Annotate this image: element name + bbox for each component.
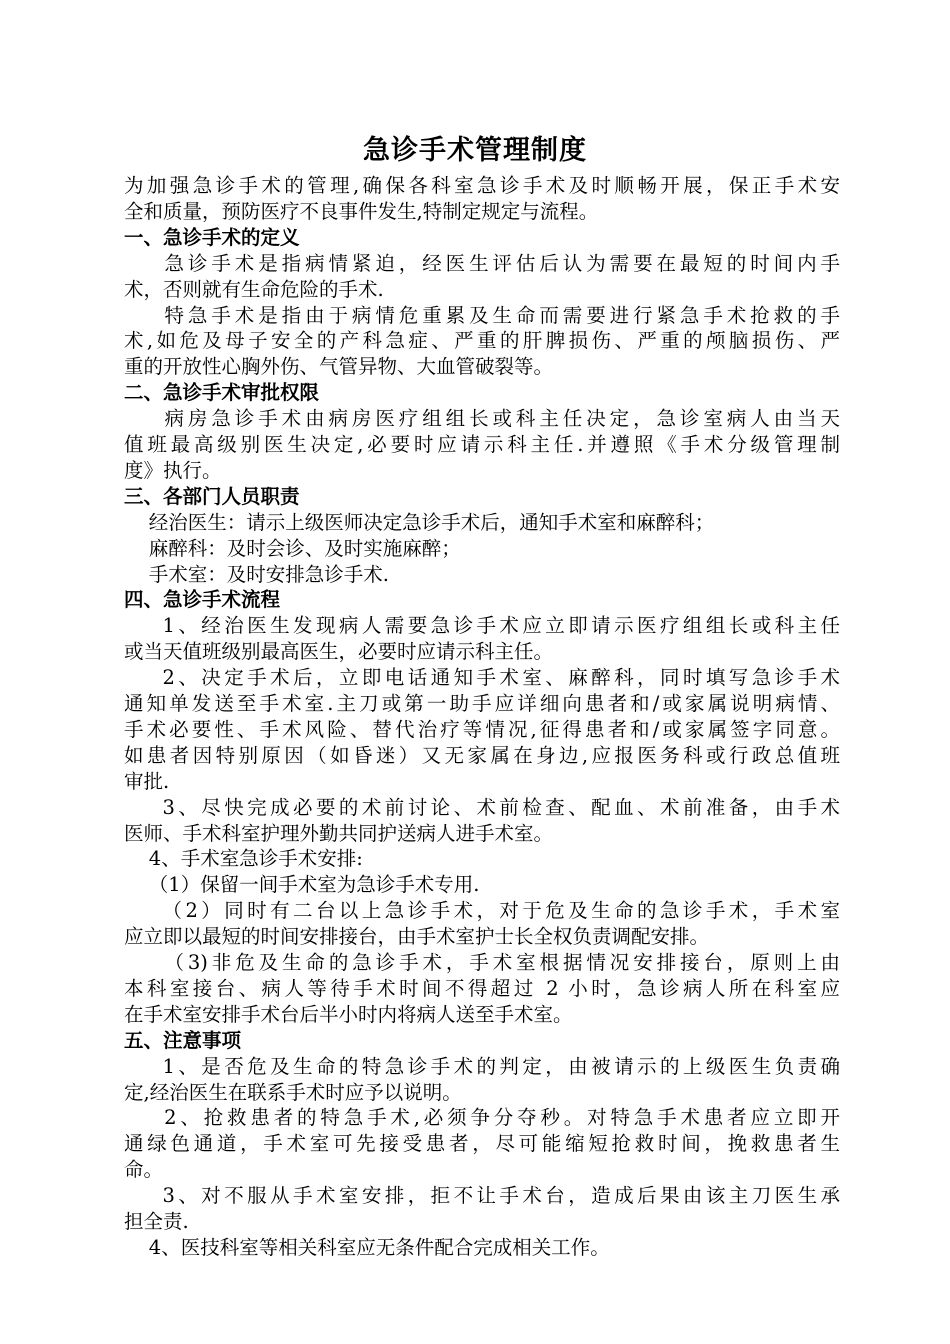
- text-line: 3、对不服从手术室安排，拒不让手术台，造成后果由该主刀医生承: [124, 1184, 840, 1208]
- section-heading: 一、急诊手术的定义: [124, 225, 300, 249]
- text-line: 重的开放性心胸外伤、气管异物、大血管破裂等。: [124, 355, 554, 379]
- text-line: 度》执行。: [124, 458, 222, 482]
- text-line: 或当天值班级别最高医生，必要时应请示科主任。: [124, 640, 554, 664]
- text-line: 应立即以最短的时间安排接台，由手术室护士长全权负责调配安排。: [124, 925, 710, 949]
- text-line: 3、尽快完成必要的术前讨论、术前检查、配血、术前准备，由手术: [124, 795, 840, 819]
- text-line: （1）保留一间手术室为急诊手术专用.: [124, 873, 480, 897]
- section-heading: 四、急诊手术流程: [124, 588, 281, 612]
- text-line: 命。: [124, 1158, 164, 1182]
- text-line: 为加强急诊手术的管理,确保各科室急诊手术及时顺畅开展，保正手术安: [124, 174, 840, 197]
- text-line: （3)非危及生命的急诊手术，手术室根据情况安排接台，原则上由: [124, 951, 840, 974]
- text-line: 在手术室安排手术台后半小时内将病人送至手术室。: [124, 1002, 573, 1026]
- text-line: 通绿色通道，手术室可先接受患者，尽可能缩短抢救时间，挽救患者生: [124, 1132, 840, 1156]
- text-line: 2、决定手术后，立即电话通知手术室、麻醉科，同时填写急诊手术: [124, 666, 840, 690]
- text-line: 4、医技科室等相关科室应无条件配合完成相关工作。: [124, 1235, 610, 1259]
- text-line: 急诊手术是指病情紧迫，经医生评估后认为需要在最短的时间内手: [124, 251, 840, 275]
- text-line: 全和质量，预防医疗不良事件发生,特制定规定与流程。: [124, 199, 599, 223]
- text-line: 麻醉科：及时会诊、及时实施麻醉；: [124, 536, 461, 560]
- text-line: （2）同时有二台以上急诊手术，对于危及生命的急诊手术，手术室: [124, 899, 840, 923]
- text-line: 值班最高级别医生决定,必要时应请示科主任.并遵照《手术分级管理制: [124, 433, 840, 456]
- text-line: 术，否则就有生命危险的手术.: [124, 277, 384, 301]
- text-line: 如患者因特别原因（如昏迷）又无家属在身边,应报医务科或行政总值班: [124, 743, 840, 767]
- text-line: 病房急诊手术由病房医疗组组长或科主任决定，急诊室病人由当天: [124, 407, 840, 431]
- text-line: 通知单发送至手术室.主刀或第一助手应详细向患者和/或家属说明病情、: [124, 692, 840, 715]
- text-line: 1、经治医生发现病人需要急诊手术应立即请示医疗组组长或科主任: [124, 614, 840, 638]
- text-line: 经治医生：请示上级医师决定急诊手术后，通知手术室和麻醉科；: [124, 510, 715, 534]
- text-line: 担全责.: [124, 1210, 189, 1233]
- section-heading: 五、注意事项: [124, 1028, 242, 1052]
- text-line: 2、抢救患者的特急手术,必须争分夺秒。对特急手术患者应立即开: [124, 1106, 840, 1130]
- text-line: 定,经治医生在联系手术时应予以说明。: [124, 1080, 462, 1104]
- text-line: 4、手术室急诊手术安排:: [124, 847, 363, 871]
- text-line: 1、是否危及生命的特急诊手术的判定，由被请示的上级医生负责确: [124, 1054, 840, 1078]
- section-heading: 二、急诊手术审批权限: [124, 381, 320, 405]
- text-line: 术,如危及母子安全的产科急症、严重的肝脾损伤、严重的颅脑损伤、严: [124, 329, 840, 353]
- section-heading: 三、各部门人员职责: [124, 484, 300, 508]
- text-line: 手术必要性、手术风险、替代治疗等情况,征得患者和/或家属签字同意。: [124, 717, 840, 741]
- text-line: 本科室接台、病人等待手术时间不得超过 2 小时，急诊病人所在科室应: [124, 976, 840, 1000]
- text-line: 手术室：及时安排急诊手术.: [124, 562, 389, 586]
- text-line: 审批.: [124, 769, 170, 793]
- text-line: 特急手术是指由于病情危重累及生命而需要进行紧急手术抢救的手: [124, 303, 840, 327]
- text-line: 医师、手术科室护理外勤共同护送病人进手术室。: [124, 821, 554, 845]
- document-title: 急诊手术管理制度: [363, 135, 587, 166]
